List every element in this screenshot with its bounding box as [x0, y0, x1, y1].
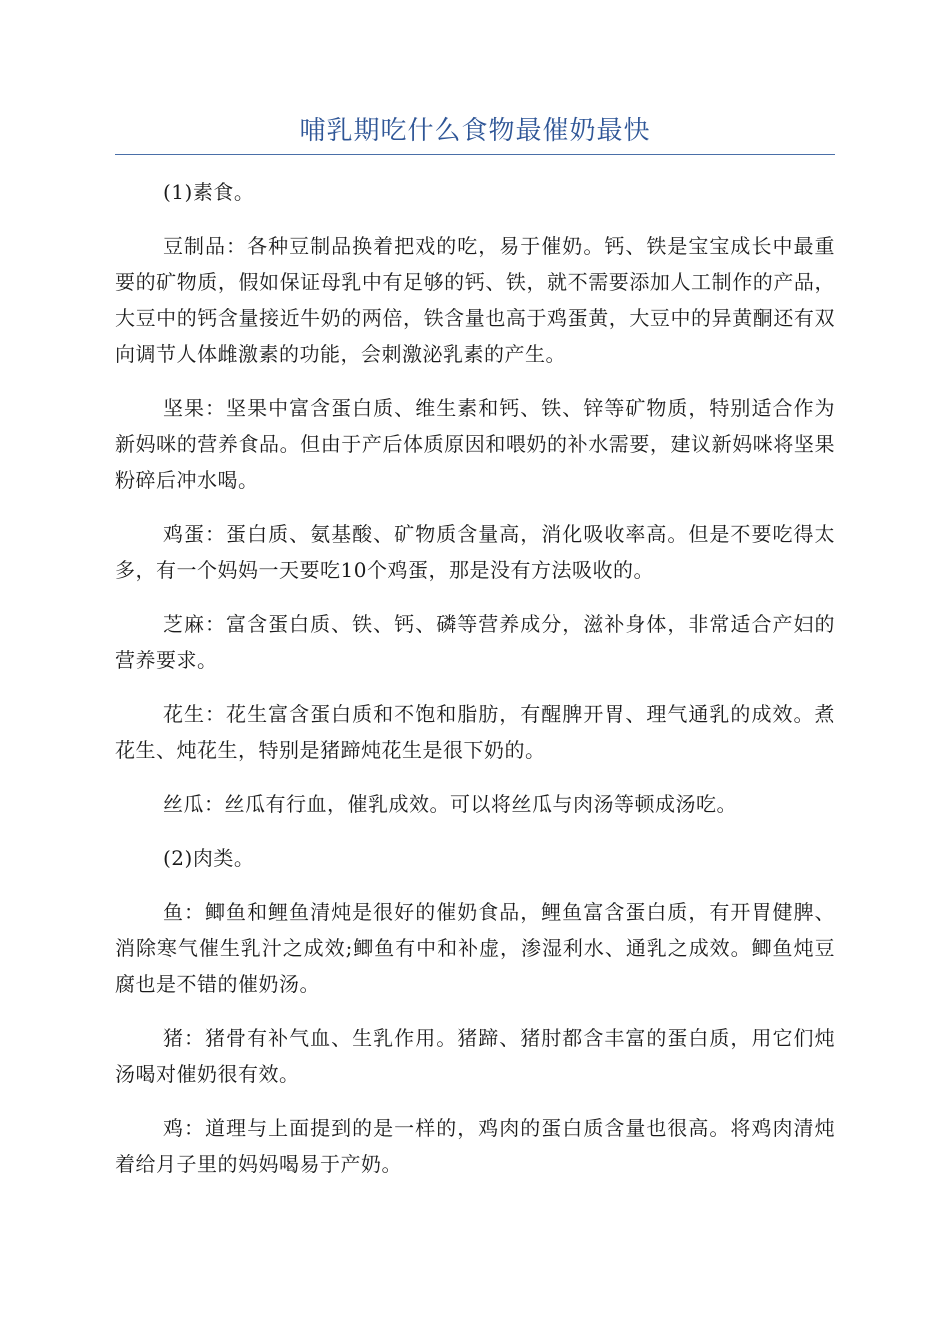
paragraph-chicken: 鸡：道理与上面提到的是一样的，鸡肉的蛋白质含量也很高。将鸡肉清炖着给月子里的妈妈喝易于产奶。 [115, 1116, 835, 1176]
paragraph-pork: 猪：猪骨有补气血、生乳作用。猪蹄、猪肘都含丰富的蛋白质，用它们炖汤喝对催奶很有效。 [115, 1026, 835, 1086]
title-underline [115, 154, 835, 155]
paragraph-sesame: 芝麻：富含蛋白质、铁、钙、磷等营养成分，滋补身体，非常适合产妇的营养要求。 [115, 612, 835, 672]
paragraph-nuts: 坚果：坚果中富含蛋白质、维生素和钙、铁、锌等矿物质，特别适合作为新妈咪的营养食品。但由于产后体质原因和喂奶的补水需要，建议新妈咪将坚果粉碎后冲水喝。 [115, 396, 835, 492]
paragraph-peanuts: 花生：花生富含蛋白质和不饱和脂肪，有醒脾开胃、理气通乳的成效。煮花生、炖花生，特别是猪蹄炖花生是很下奶的。 [115, 702, 835, 762]
paragraph-eggs: 鸡蛋：蛋白质、氨基酸、矿物质含量高，消化吸收率高。但是不要吃得太多，有一个妈妈一天要吃10个鸡蛋，那是没有方法吸收的。 [115, 522, 835, 582]
section-heading-meat: (2)肉类。 [163, 846, 255, 870]
document-body [115, 174, 835, 1200]
section-heading-vegetarian: (1)素食。 [163, 180, 255, 204]
paragraph-loofah: 丝瓜：丝瓜有行血，催乳成效。可以将丝瓜与肉汤等顿成汤吃。 [163, 792, 737, 816]
document-title: 哺乳期吃什么食物最催奶最快 [299, 116, 651, 146]
paragraph-fish: 鱼：鲫鱼和鲤鱼清炖是很好的催奶食品，鲤鱼富含蛋白质，有开胃健脾、消除寒气催生乳汁之成效;鲫鱼有中和补虚，渗湿利水、通乳之成效。鲫鱼炖豆腐也是不错的催奶汤。 [115, 900, 835, 996]
paragraph-soy-products: 豆制品：各种豆制品换着把戏的吃，易于催奶。钙、铁是宝宝成长中最重要的矿物质，假如保证母乳中有足够的钙、铁，就不需要添加人工制作的产品，大豆中的钙含量接近牛奶的两倍，铁含量也高于鸡蛋黄，大豆中的异黄酮还有双向调节人体雌激素的功能，会刺激泌乳素的产生。 [115, 234, 835, 366]
